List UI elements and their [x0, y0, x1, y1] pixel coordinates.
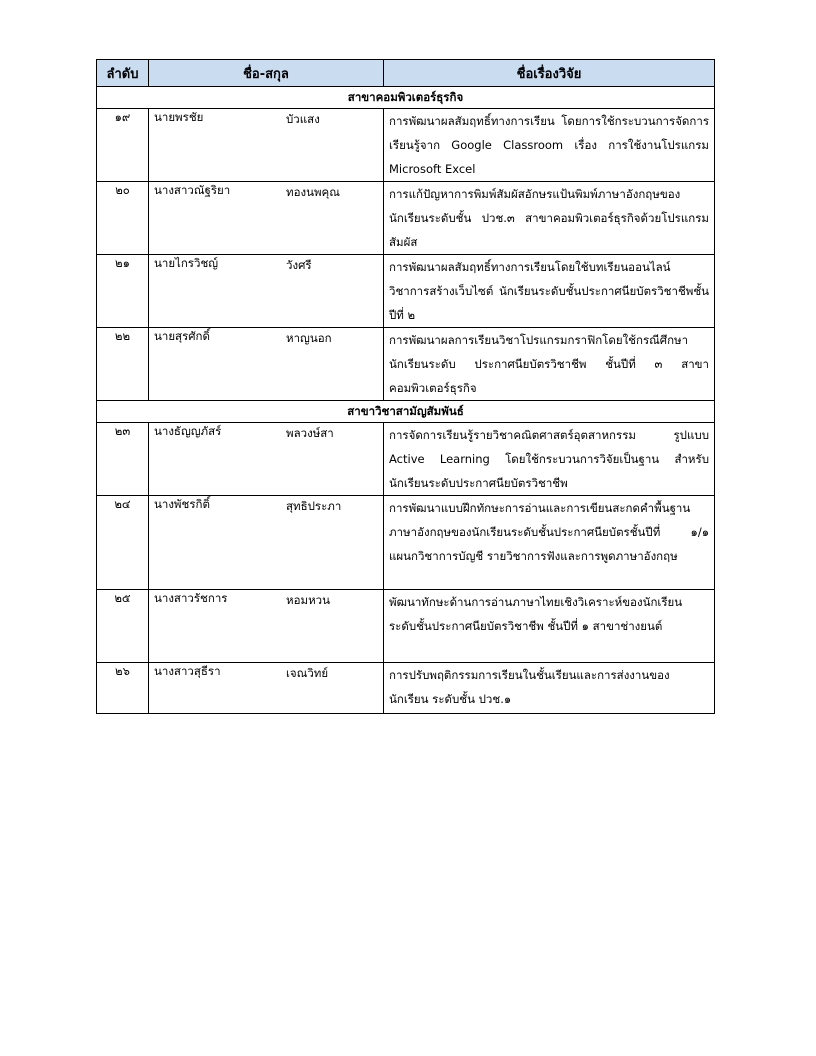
first-name: นายไกรวิชญ์ [154, 256, 219, 270]
name-cell [149, 255, 384, 328]
first-name: นายพรชัย [154, 110, 204, 124]
name-cell [149, 663, 384, 714]
row-number: ๑๙ [97, 109, 149, 182]
name-cell [149, 109, 384, 182]
row-number: ๒๑ [97, 255, 149, 328]
last-name: วังศรี [286, 258, 312, 272]
name-cell [149, 423, 384, 496]
name-cell [149, 496, 384, 590]
header-no: ลำดับ [97, 60, 149, 87]
row-number: ๒๔ [97, 496, 149, 590]
row-number: ๒๒ [97, 328, 149, 401]
table-row [97, 182, 715, 255]
table-row [97, 109, 715, 182]
table-row [97, 328, 715, 401]
name-cell [149, 590, 384, 663]
last-name: หอมหวน [286, 593, 330, 607]
section-row [97, 87, 715, 109]
row-number: ๒๖ [97, 663, 149, 714]
last-name: หาญนอก [286, 331, 332, 345]
last-name: เจณวิทย์ [286, 666, 329, 680]
research-title: พัฒนาทักษะด้านการอ่านภาษาไทยเชิงวิเคราะห์ของนักเรียนระดับชั้นประกาศนียบัตรวิชาชีพ ชั้นปีที่ ๑ สาขาช่างยนต์ [384, 590, 715, 663]
research-title: การพัฒนาแบบฝึกทักษะการอ่านและการเขียนสะกดคำพื้นฐานภาษาอังกฤษของนักเรียนระดับชั้นประกาศนียบัตรชั้นปีที่ ๑/๑ แผนกวิชาการบัญชี รายวิชาการฟังและการพูดภาษาอังกฤษ [384, 496, 715, 590]
first-name: นางสาวณัฐริยา [154, 183, 231, 197]
research-title: การพัฒนาผลสัมฤทธิ์ทางการเรียน โดยการใช้กระบวนการจัดการเรียนรู้จาก Google Classroom เรื่อง การใช้งานโปรแกรม Microsoft Excel [384, 109, 715, 182]
research-title: การจัดการเรียนรู้รายวิชาคณิตศาสตร์อุตสาหกรรม รูปแบบ Active Learning โดยใช้กระบวนการวิจัยเป็นฐาน สำหรับนักเรียนระดับประกาศนียบัตรวิชาชีพ [384, 423, 715, 496]
first-name: นางพัชรกิติ์ [154, 497, 210, 511]
section-row [97, 401, 715, 423]
name-cell [149, 328, 384, 401]
row-number: ๒๓ [97, 423, 149, 496]
table-row [97, 496, 715, 590]
first-name: นายสุรศักดิ์ [154, 329, 210, 343]
last-name: บัวแสง [286, 112, 320, 126]
row-number: ๒๐ [97, 182, 149, 255]
section-title: สาขาคอมพิวเตอร์ธุรกิจ [97, 87, 715, 109]
table-row [97, 255, 715, 328]
table-row [97, 423, 715, 496]
table-row [97, 663, 715, 714]
row-number: ๒๕ [97, 590, 149, 663]
first-name: นางสาวรัชการ [154, 591, 228, 605]
last-name: สุทธิประภา [286, 499, 342, 513]
first-name: นางสาวสุธีรา [154, 664, 221, 678]
research-title: การพัฒนาผลการเรียนวิชาโปรแกรมกราฟิกโดยใช้กรณีศึกษานักเรียนระดับ ประกาศนียบัตรวิชาชีพ ชั้นปีที่ ๓ สาขาคอมพิวเตอร์ธุรกิจ [384, 328, 715, 401]
last-name: พลวงษ์สา [286, 426, 334, 440]
name-cell [149, 182, 384, 255]
research-title: การปรับพฤติกรรมการเรียนในชั้นเรียนและการส่งงานของนักเรียน ระดับชั้น ปวช.๑ [384, 663, 715, 714]
research-table [96, 59, 715, 714]
last-name: ทองนพคุณ [286, 185, 340, 199]
first-name: นางธัญญภัสร์ [154, 424, 222, 438]
header-row [97, 60, 715, 87]
header-name: ชื่อ-สกุล [149, 60, 384, 87]
section-title: สาขาวิชาสามัญสัมพันธ์ [97, 401, 715, 423]
table-row [97, 590, 715, 663]
research-title: การพัฒนาผลสัมฤทธิ์ทางการเรียนโดยใช้บทเรียนออนไลน์วิชาการสร้างเว็บไซต์ นักเรียนระดับชั้นประกาศนียบัตรวิชาชีพชั้นปีที่ ๒ [384, 255, 715, 328]
research-title: การแก้ปัญหาการพิมพ์สัมผัสอักษรแป้นพิมพ์ภาษาอังกฤษของนักเรียนระดับชั้น ปวช.๓ สาขาคอมพิวเตอร์ธุรกิจด้วยโปรแกรมสัมผัส [384, 182, 715, 255]
header-title: ชื่อเรื่องวิจัย [384, 60, 715, 87]
